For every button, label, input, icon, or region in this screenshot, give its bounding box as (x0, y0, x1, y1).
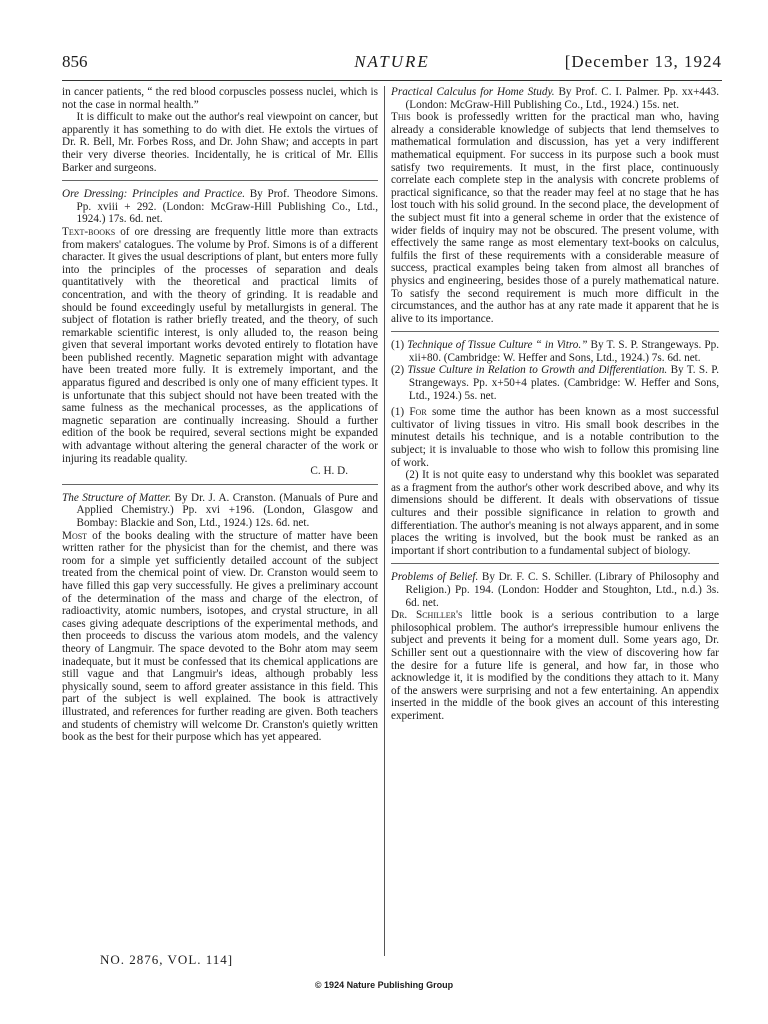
cancer-review-text-1: in cancer patients, “ the red blood corpuscles possess nuclei, which is not the case in normal health.” (62, 86, 378, 111)
calculus-lead: This (391, 111, 411, 124)
tissue-body-1-number: (1) (391, 406, 405, 419)
ore-dressing-heading (62, 188, 378, 226)
calculus-meta: By Prof. C. I. Palmer. Pp. xx+443. (London: McGraw-Hill Publishing Co., Ltd., 1924.) 15s. net. (405, 86, 720, 111)
belief-title: Problems of Belief. (391, 571, 479, 584)
ore-dressing-signature: C. H. D. (310, 465, 348, 478)
belief-body (391, 609, 719, 722)
ore-dressing-title: Ore Dressing: Principles and Practice. (62, 188, 245, 201)
cancer-review-text-2: It is difficult to make out the author's real viewpoint on cancer, but apparently it has something to do with diet. He extols the virtues of Dr. R. Bell, Mr. Forbes Ross, and Dr. John Shaw; and accepts in part their very diverse theories. Incidentally, he is critical of Mr. Ellis Barker and surgeons. (62, 111, 378, 174)
tissue-item-1-meta: By T. S. P. Strangeways. Pp. xii+80. (Cambridge: W. Heffer and Sons, Ltd., 1924.) 7s. 6d. net. (408, 339, 720, 364)
calculus-body (391, 111, 719, 325)
left-column (62, 86, 378, 744)
right-column (391, 86, 719, 723)
copyright-notice: © 1924 Nature Publishing Group (314, 980, 454, 990)
calculus-text: book is professedly written for the practical man who, having already a considerable knowledge of subjects that lend themselves to mathematical formulation and discussion, has yet a very indifferent mathematical equipment. For success in its purpose such a book must satisfy two requirements. It must, in the first place, continuously correlate each complete step in the analysis with concrete problems of practical significance, so that the reader may feel at no stage that he has lost touch with his solid ground. In the second place, the development of the subject must fit into a general scheme in order that the existence of wider fields of inquiry may not be obscured. The present volume, with effectively the same range as most elementary text-books on calculus, fulfils the first of these requirements with a considerable measure of success, practical examples being taken from almost all branches of physics and engineering, besides those of a purely mathematical nature. To satisfy the second requirement is much more difficult in the circumstances, and the author has at any rate made it apparent that he is alive to its importance. (391, 111, 719, 325)
tissue-item-2-title: Tissue Culture in Relation to Growth and Differentiation. (407, 364, 668, 377)
belief-lead: Dr. Schiller's (391, 609, 463, 622)
belief-meta: By Dr. F. C. S. Schiller. (Library of Philosophy and Religion.) Pp. 194. (London: Hodder and Stoughton, Ltd., n.d.) 3s. 6d. net. (405, 571, 720, 609)
belief-heading (391, 571, 719, 609)
tissue-body-1-text: some time the author has been known as a most successful cultivator of living tissues in vitro. His small book describes in the minutest details his technique, and is a notable contribution to the subject; it is invaluable to those who wish to follow this promising line of work. (391, 406, 719, 469)
tissue-body-2: (2) It is not quite easy to understand why this booklet was separated as a fragment from the author's other work described above, and why its dimensions should be different. It deals with observations of tissue cultures and their possible significance in relation to growth and differentiation. The author's meaning is not always apparent, and in some places the writing is involved, but the book must be ranked as an important if short contribution to a fundamental subject of biology. (391, 469, 719, 557)
ore-dressing-text: of ore dressing are frequently little more than extracts from makers' catalogues. The volume by Prof. Simons is of a different character. It gives the usual descriptions of plant, but enters more fully into the principles of the processes of separation and deals quantitatively with the theoretical and practical limits of concentration, and with the theory of grinding. It is readable and should be found exceedingly useful by metallurgists in general. The subject of flotation is rather briefly treated, and the theory, of such remarkable scientific interest, is only alluded to, the reason being given that several important works devoted entirely to flotation have been published recently. Magnetic separation might with advantage have been treated more fully. It is extremely important, and the apparatus figured and described is only one of many efficient types. It is unfortunate that this subject should not have been treated with the same fulness as the mechanical processes, as the applications of magnetic separation are continually increasing. Should a further edition of the book be required, several sections might be expanded with advantage without altering the general character of the work or injuring its readable quality. (62, 225, 378, 465)
ore-dressing-body (62, 226, 378, 465)
tissue-body-1-lead: For (409, 406, 427, 419)
tissue-item-1-title: Technique of Tissue Culture “ in Vitro.” (407, 339, 588, 352)
belief-text: little book is a serious contribution to a large philosophical problem. The author's irrepressible humour enlivens the subject and prevents it being for a moment dull. Some years ago, Dr. Schiller sent out a questionnaire with the view of discovering how far the desire for a future life is general, and how far, in those who acknowledge it, it is modified by the conditions they attach to it. Many of the answers were surprising and not a few entertaining. An appendix inserted in the middle of the book gives an account of this interesting experiment. (391, 609, 719, 722)
tissue-body-1 (391, 406, 719, 469)
calculus-title: Practical Calculus for Home Study. (391, 86, 555, 98)
structure-matter-title: The Structure of Matter. (62, 491, 172, 504)
issue-date: [December 13, 1924 (564, 52, 722, 71)
structure-matter-meta: By Dr. J. A. Cranston. (Manuals of Pure and Applied Chemistry.) Pp. xvi +196. (London, Glasgow and Bombay: Blackie and Son, Ltd., 1924.) 12s. 6d. net. (76, 491, 378, 529)
page-number: 856 (62, 52, 88, 71)
tissue-item-2-number: (2) (391, 364, 405, 377)
tissue-item-2-heading (391, 364, 719, 402)
structure-matter-lead: Most (62, 529, 88, 542)
page-header (62, 50, 722, 81)
structure-matter-body (62, 530, 378, 744)
tissue-item-1-number: (1) (391, 339, 405, 352)
section-divider (62, 484, 378, 485)
tissue-item-2-meta: By T. S. P. Strangeways. Pp. x+50+4 plates. (Cambridge: W. Heffer and Sons, Ltd., 1924.) 5s. net. (408, 364, 720, 402)
volume-footer: NO. 2876, VOL. 114] (100, 952, 234, 967)
tissue-item-1-heading (391, 339, 719, 364)
structure-matter-heading (62, 492, 378, 530)
journal-title: NATURE (354, 52, 430, 71)
column-divider (384, 86, 385, 956)
structure-matter-text: of the books dealing with the structure of matter have been written rather for the physicist than for the chemist, and there was room for a simple yet sufficiently detailed account of the subject treated from the chemical point of view. Dr. Cranston would seem to have filled this gap very successfully. He gives a preliminary account of the determination of the mass and charge of the electron, of radioactivity, atomic numbers, isotopes, and crystal structure, in all cases giving adequate descriptions of the experimental methods, and then proceeds to discuss the various atom models, and the valency theory of Langmuir. The space devoted to the Bohr atom may seem inadequate, but it must be confessed that its chemical applications are still vague and that Langmuir's ideas, although probably less physically sound, seem to afford greater assistance in this field. This part of the subject is well explained. The book is attractively illustrated, and references for further reading are given. Both teachers and students of chemistry will welcome Dr. Cranston's quietly written book as the best for their purpose which has yet appeared. (62, 529, 378, 744)
ore-dressing-lead: Text-books (62, 225, 116, 238)
section-divider (391, 331, 719, 332)
section-divider (62, 180, 378, 181)
section-divider (391, 563, 719, 564)
ore-dressing-meta: By Prof. Theodore Simons. Pp. xviii + 292. (London: McGraw-Hill Publishing Co., Ltd., 1924.) 17s. 6d. net. (76, 188, 379, 226)
calculus-heading (391, 86, 719, 111)
